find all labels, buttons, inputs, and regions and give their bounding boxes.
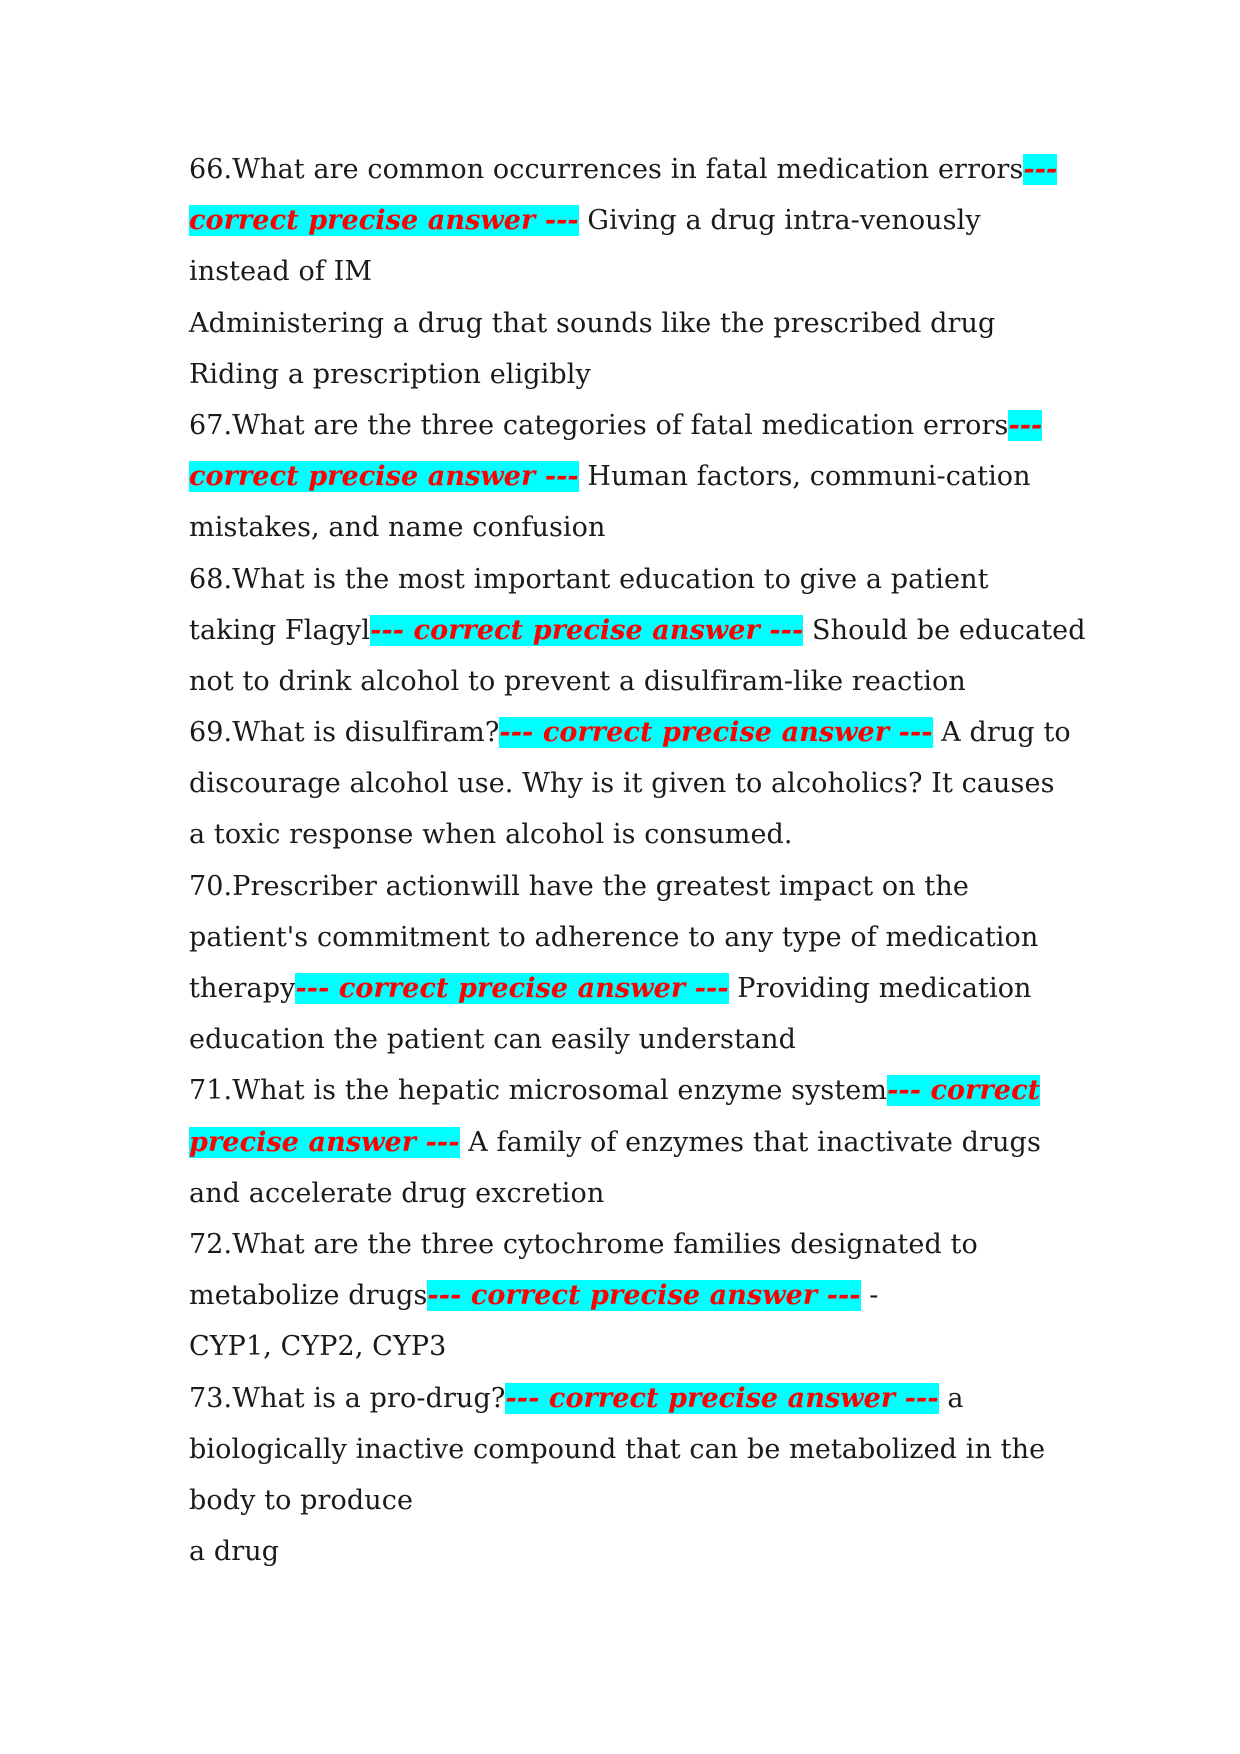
text-segment: Human factors, communi-cation [578, 461, 1031, 493]
text-line [189, 1014, 1069, 1065]
text-segment: biologically inactive compound that can be metabolized in the [189, 1433, 1046, 1465]
text-segment: CYP1, CYP2, CYP3 [189, 1331, 447, 1363]
document-body [189, 144, 1086, 1577]
text-segment: 72.What are the three cytochrome families designated to [189, 1228, 978, 1260]
text-line [189, 554, 1069, 605]
text-segment: a drug [189, 1536, 280, 1568]
text-line [189, 144, 1069, 195]
text-segment: 66.What are common occurrences in fatal medication errors [189, 154, 1024, 185]
text-segment: therapy [189, 973, 296, 1004]
answer-marker: --- correct precise answer --- [505, 1382, 939, 1414]
text-segment: and accelerate drug excretion [189, 1177, 605, 1209]
text-line [189, 912, 1069, 963]
text-segment: metabolize drugs [189, 1280, 428, 1312]
answer-marker: --- [1008, 409, 1043, 441]
answer-marker: correct precise answer --- [189, 461, 579, 493]
text-line [189, 1219, 1069, 1270]
text-segment: Providing medication [728, 973, 1032, 1004]
answer-marker: --- [1023, 154, 1058, 185]
text-segment: patient's commitment to adherence to any type of medication [189, 921, 1039, 953]
text-line [189, 1270, 1069, 1321]
text-line [189, 1168, 1069, 1219]
text-segment: Giving a drug intra-venously [578, 205, 981, 237]
text-line [189, 1526, 1069, 1577]
text-segment: discourage alcohol use. Why is it given to alcoholics? It causes [189, 768, 1055, 800]
text-segment: instead of IM [189, 256, 373, 288]
answer-marker: correct precise answer --- [189, 205, 579, 237]
answer-marker: precise answer --- [189, 1126, 460, 1158]
text-line [189, 1424, 1069, 1475]
text-segment: a [938, 1382, 964, 1414]
text-line [189, 502, 1069, 553]
text-line [189, 656, 1069, 707]
text-segment: 71.What is the hepatic microsomal enzyme system [189, 1075, 888, 1107]
text-line [189, 1373, 1069, 1424]
text-segment: a toxic response when alcohol is consumed. [189, 819, 793, 851]
text-line [189, 451, 1069, 502]
text-segment: A drug to [932, 717, 1071, 749]
text-line [189, 758, 1069, 809]
answer-marker: --- correct precise answer --- [499, 717, 933, 749]
text-segment: 70.Prescriber actionwill have the greatest impact on the [189, 870, 969, 902]
text-segment: 68.What is the most important education to give a patient [189, 563, 989, 595]
text-line [189, 349, 1069, 400]
text-line [189, 246, 1069, 297]
text-line [189, 605, 1086, 656]
answer-marker: --- correct precise answer --- [427, 1280, 861, 1312]
answer-marker: --- correct [887, 1075, 1041, 1107]
text-line [189, 809, 1069, 860]
text-segment: not to drink alcohol to prevent a disulfiram-like reaction [189, 665, 966, 697]
text-line [189, 195, 1069, 246]
text-line [189, 963, 1069, 1014]
text-line [189, 707, 1069, 758]
text-segment: Should be educated [803, 614, 1086, 646]
text-segment: Administering a drug that sounds like the prescribed drug [189, 307, 996, 339]
text-segment: - [860, 1280, 879, 1312]
answer-marker: --- correct precise answer --- [370, 614, 804, 646]
text-segment: taking Flagyl [189, 614, 371, 646]
text-segment: education the patient can easily understand [189, 1024, 797, 1056]
text-segment: 69.What is disulfiram? [189, 717, 500, 749]
text-line [189, 1321, 1069, 1372]
text-segment: 67.What are the three categories of fatal medication errors [189, 409, 1009, 441]
text-line [189, 1117, 1069, 1168]
text-segment: Riding a prescription eligibly [189, 358, 591, 390]
text-line [189, 1065, 1069, 1116]
text-segment: A family of enzymes that inactivate drugs [459, 1126, 1041, 1158]
text-line [189, 400, 1069, 451]
text-line [189, 1475, 1069, 1526]
text-segment: body to produce [189, 1484, 414, 1516]
text-line [189, 298, 1069, 349]
text-segment: 73.What is a pro-drug? [189, 1382, 506, 1414]
text-segment: mistakes, and name confusion [189, 512, 606, 544]
answer-marker: --- correct precise answer --- [295, 973, 729, 1004]
text-line [189, 861, 1069, 912]
